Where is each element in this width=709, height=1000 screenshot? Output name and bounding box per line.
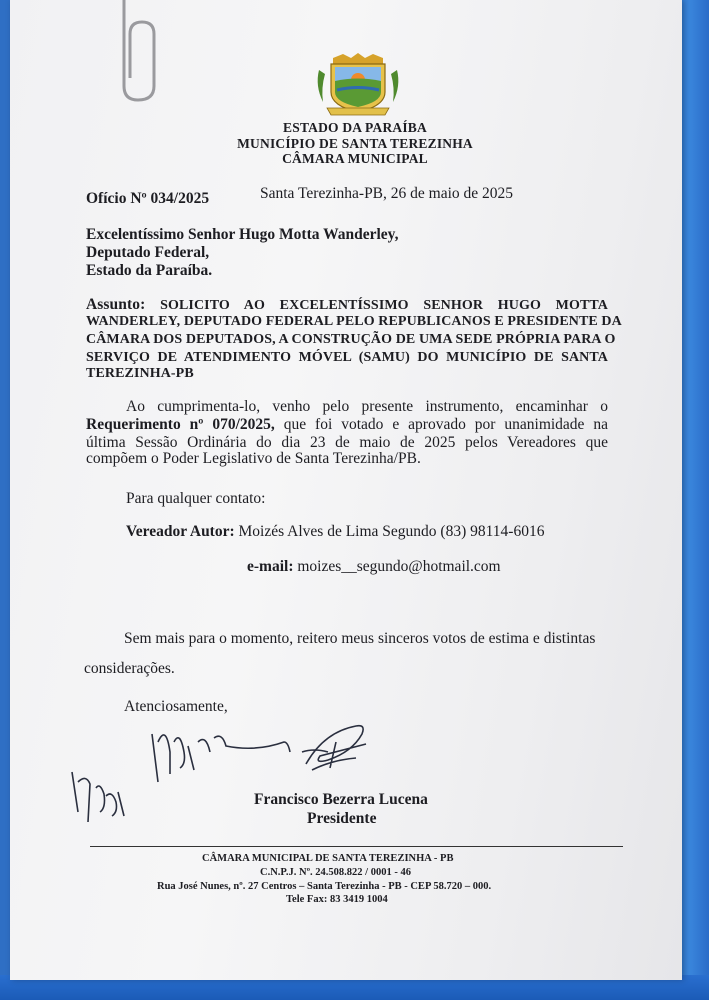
subject-text-1: SOLICITO AO EXCELENTÍSSIMO SENHOR HUGO MOTTA: [160, 298, 608, 313]
recipient-state: Estado da Paraíba.: [86, 262, 213, 279]
oficio-number: Ofício Nº 034/2025: [86, 190, 210, 207]
body-p1-line2: [86, 416, 608, 434]
document-page: [10, 0, 682, 980]
place-date: Santa Terezinha-PB, 26 de maio de 2025: [260, 185, 514, 202]
subject-line-2: WANDERLEY, DEPUTADO FEDERAL PELO REPUBLICANOS E PRESIDENTE DA: [86, 314, 622, 329]
closing-line-1: Sem mais para o momento, reitero meus sinceros votos de estima e distintas: [124, 630, 596, 647]
signatory-name: Francisco Bezerra Lucena: [254, 791, 428, 808]
header-chamber: CÂMARA MUNICIPAL: [282, 151, 428, 166]
recipient-role: Deputado Federal,: [86, 244, 210, 261]
requerimento-number: Requerimento nº 070/2025,: [86, 416, 275, 433]
recipient-name: Excelentíssimo Senhor Hugo Motta Wanderley,: [86, 226, 399, 243]
email-label: e-mail:: [247, 558, 294, 575]
footer-address: Rua José Nunes, nº. 27 Centros – Santa Terezinha - PB - CEP 58.720 – 000.: [157, 881, 492, 892]
author-line: [126, 523, 544, 541]
subject-line-1: [86, 296, 608, 314]
subject-line-4: SERVIÇO DE ATENDIMENTO MÓVEL (SAMU) DO MUNICÍPIO DE SANTA: [86, 350, 608, 365]
footer-divider: [90, 846, 623, 847]
body-p1-line1: Ao cumprimenta-lo, venho pelo presente instrumento, encaminhar o: [126, 398, 608, 415]
body-p1-line2-rest: que foi votado e aprovado por unanimidade na: [283, 416, 609, 433]
contact-intro: Para qualquer contato:: [126, 490, 266, 507]
email-line: [247, 558, 501, 576]
header-state: ESTADO DA PARAÍBA: [283, 120, 427, 135]
body-p1-line3: última Sessão Ordinária do dia 23 de maio de 2025 pelos Vereadores que: [86, 434, 608, 451]
author-value: Moizés Alves de Lima Segundo (83) 98114-6016: [238, 523, 545, 540]
subject-line-5: TEREZINHA-PB: [86, 366, 194, 381]
header-municipality: MUNICÍPIO DE SANTA TEREZINHA: [237, 136, 473, 151]
author-label: Vereador Autor:: [126, 523, 235, 540]
subject-line-3: CÂMARA DOS DEPUTADOS, A CONSTRUÇÃO DE UMA SEDE PRÓPRIA PARA O: [86, 332, 616, 347]
body-p1-line4: compõem o Poder Legislativo de Santa Terezinha/PB.: [86, 450, 421, 467]
subject-label: Assunto:: [86, 296, 146, 313]
closing-line-2: considerações.: [84, 660, 175, 677]
footer-cnpj: C.N.P.J. Nº. 24.508.822 / 0001 - 46: [260, 867, 411, 878]
footer-phone: Tele Fax: 83 3419 1004: [286, 894, 388, 905]
email-value: moizes__segundo@hotmail.com: [297, 558, 501, 575]
regards: Atenciosamente,: [124, 698, 228, 715]
paper-clip-icon: [118, 0, 168, 105]
signatory-title: Presidente: [307, 810, 377, 827]
footer-chamber: CÂMARA MUNICIPAL DE SANTA TEREZINHA - PB: [202, 853, 454, 864]
municipal-crest-icon: [313, 52, 403, 118]
